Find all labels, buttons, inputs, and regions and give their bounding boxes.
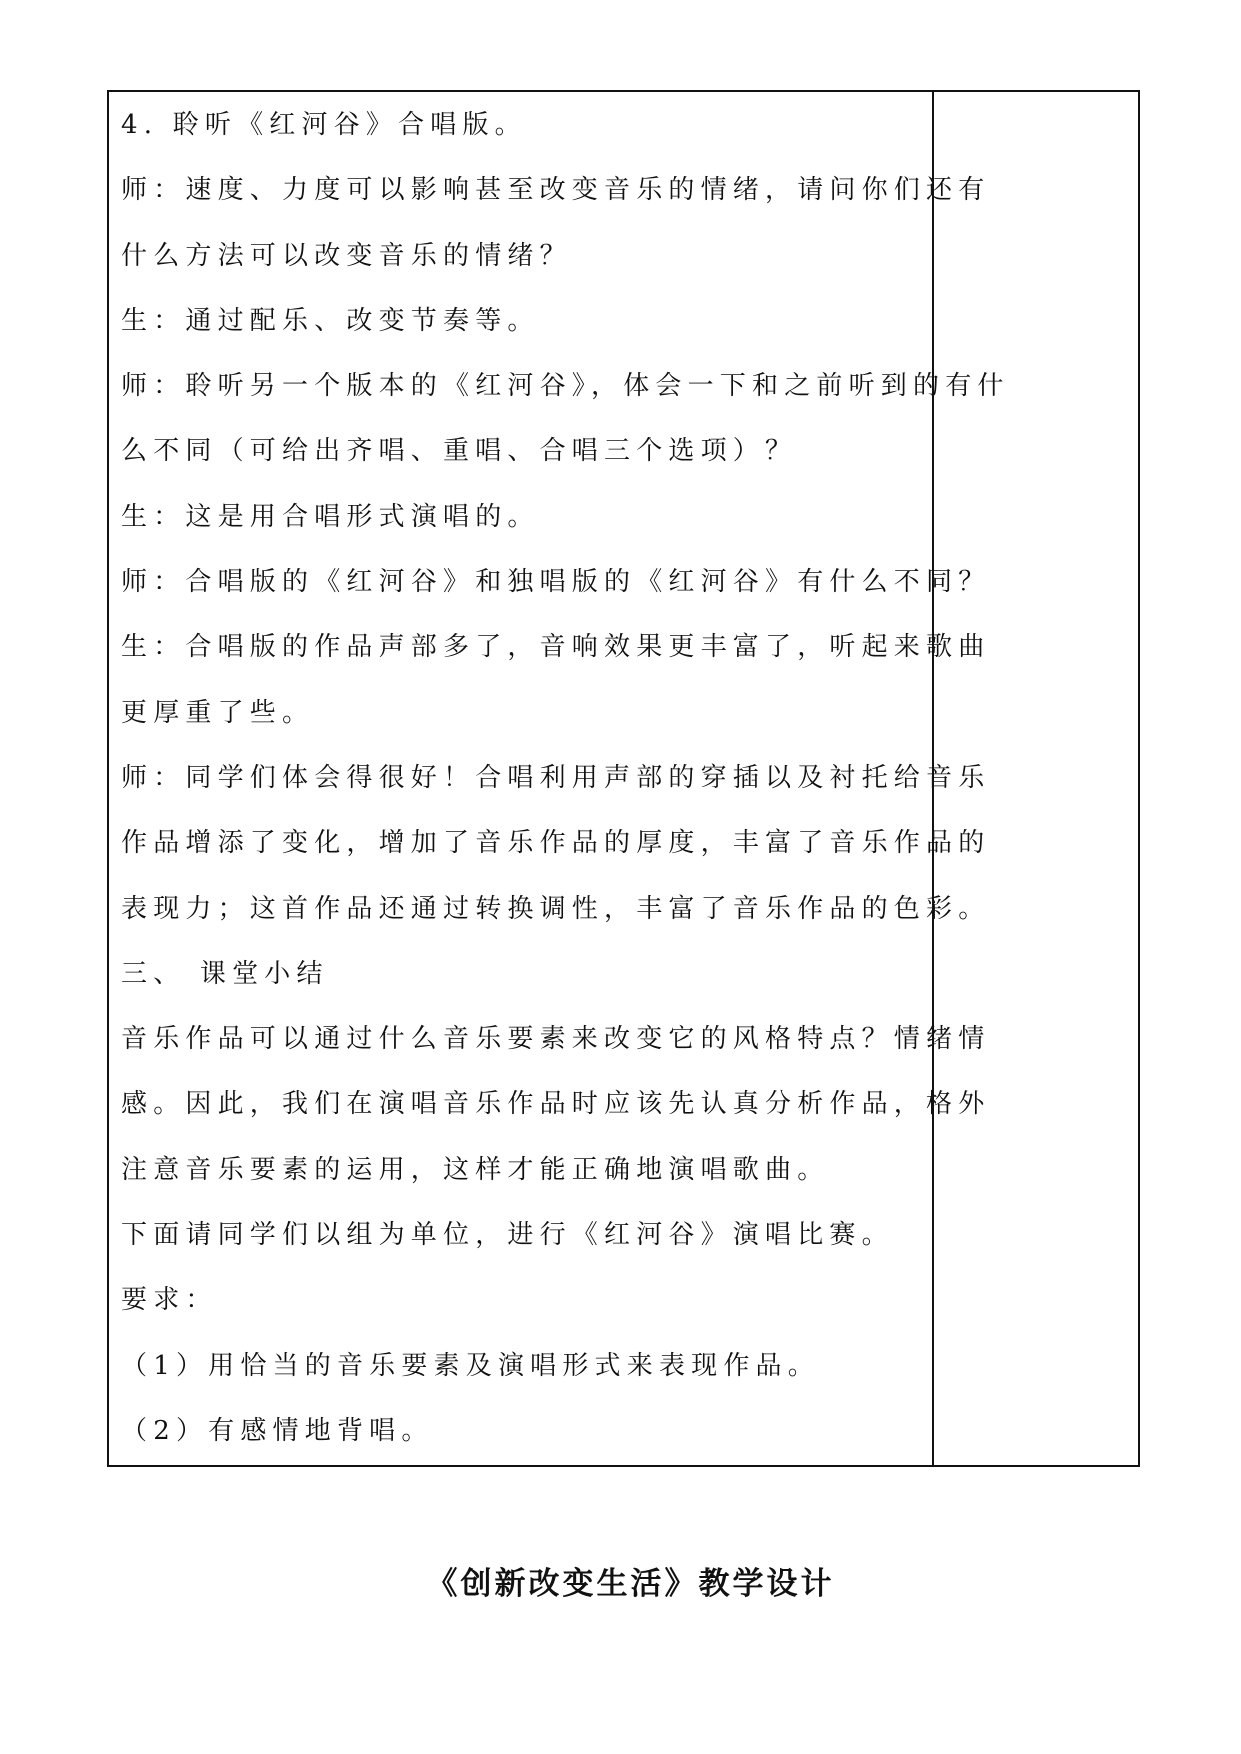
- section-heading: 三、 课堂小结: [121, 958, 329, 989]
- text-line: 下面请同学们以组为单位，进行《红河谷》演唱比赛。: [121, 1220, 894, 1251]
- text-line: 师：聆听另一个版本的《红河谷》，体会一下和之前听到的有什: [121, 371, 1010, 402]
- text-line: 更厚重了些。: [121, 697, 315, 728]
- text-line: 师：合唱版的《红河谷》和独唱版的《红河谷》有什么不同？: [121, 567, 991, 598]
- text-line: 感。因此，我们在演唱音乐作品时应该先认真分析作品，格外: [121, 1089, 991, 1120]
- text-line: 么不同（可给出齐唱、重唱、合唱三个选项）？: [121, 436, 798, 467]
- text-line: 师：速度、力度可以影响甚至改变音乐的情绪，请问你们还有: [121, 175, 991, 206]
- text-line: 作品增添了变化，增加了音乐作品的厚度，丰富了音乐作品的: [121, 828, 991, 859]
- text-line: 表现力；这首作品还通过转换调性，丰富了音乐作品的色彩。: [121, 893, 991, 924]
- text-line: 什么方法可以改变音乐的情绪？: [121, 240, 572, 271]
- text-line: （2）有感情地背唱。: [121, 1415, 434, 1446]
- text-line: 注意音乐要素的运用，这样才能正确地演唱歌曲。: [121, 1154, 830, 1185]
- notes-cell: [934, 92, 1138, 1465]
- text-line: 生：通过配乐、改变节奏等。: [121, 305, 540, 336]
- text-line: （1）用恰当的音乐要素及演唱形式来表现作品。: [121, 1350, 820, 1381]
- lesson-text: [121, 108, 1010, 1479]
- text-line: 4. 聆听《红河谷》合唱版。: [121, 110, 527, 140]
- text-line: 音乐作品可以通过什么音乐要素来改变它的风格特点？情绪情: [121, 1024, 991, 1055]
- lesson-content-cell: [109, 92, 1010, 1465]
- lesson-table: [107, 90, 1140, 1467]
- text-line: 生：合唱版的作品声部多了，音响效果更丰富了，听起来歌曲: [121, 632, 991, 663]
- text-line: 生：这是用合唱形式演唱的。: [121, 501, 540, 532]
- text-line: 师：同学们体会得很好！合唱利用声部的穿插以及衬托给音乐: [121, 762, 991, 793]
- text-line: 要求：: [121, 1285, 218, 1316]
- document-title: 《创新改变生活》教学设计: [426, 1566, 835, 1602]
